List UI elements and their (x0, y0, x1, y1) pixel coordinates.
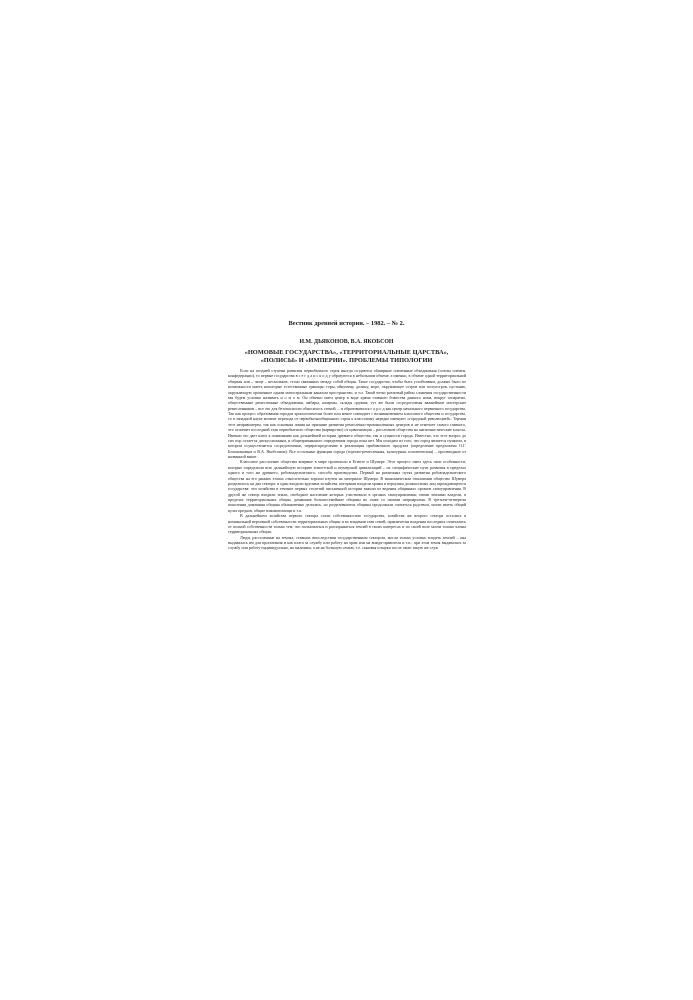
paragraph-3: В дальнейшем хозяйства первого сектора стали собственностью государства, хозяйства же второго сектора остались в номинальной верховной собственности территориальных общин и во владении глав семей, практически владения последних отличались от полной собственности только тем, что пользоваться и распоряжаться землей в своих интересах и по своей воле могли только члены территориальных общин. (228, 513, 466, 535)
paragraph-2: Классовое расслоение общества впервые в мире произошло в Египте и Шумере. Этот процесс имел здесь свои особенности, которые определили всю дальнейшую историю египетской и шумерской цивилизаций – их специфические пути развития в пределах одного и того же древнего, рабовладельческого, способа производства. Первый на различных путях развития рабовладельческого общества на его ранних этапах относительно хорошо изучен на материале Шумера. В экономическом отношении общество Шумера разделилось на два сектора: в один входили крупные хозяйства, которыми владели храмы и верхушка должностных лиц зарождающегося государства: эти хозяйства в течение первых столетий письменной истории вышли из ведения общинных органов самоуправления. В другой же сектор входили земли, свободное население которых участвовало в органах самоуправления; этими землями владели, в пределах территориальных общин, домашние большесемейные общины во главе со своими патриархами. В третьем-четвертом поколении домашняя община обыкновенно делилась, но разделившиеся общины продолжали считаться родством, могли иметь общий культ предков, общие взаимопомощи и т.п. (228, 459, 466, 513)
article-body (228, 368, 466, 551)
title-line-1: «НОМОВЫЕ ГОСУДАРСТВА», «ТЕРРИТОРИАЛЬНЫЕ ЦАРСТВА», (244, 349, 449, 356)
paragraph-1: Если на поздней ступени развития первобытного строя иногда создаются обширные племенные объединения (союзы племен, конфедерации), то первые государства в с е г д а и с к о д у образуются в небольшом объеме, а именно, в объеме одной территориальной общины или – чаще – нескольких, тесно связанных между собой общин. Такое государство, чтобы быть устойчивым, должно было по возможности иметь некоторые естественные границы: горы, ойкумену, долину, море, окружающее остров или полуостров, пустыню, окружающую орошенное одним магистральным каналом пространство, и т.п. Такой четко разлитый район сложения государственности мы будем условно называть н о м о м. Он обычно имел центр в виде храма главного божества данного нома, вокруг сепаратно, общественные ремесленные объединения, амбары, казармы, склады оружия; тут же были сосредоточены важнейшие мастерские ремесленников – все это для безопасности обносилось стеной, – и образовывался г о р о д как центр начального первичного государства. Так как процесс образования городов хронологически более или менее совпадает с возникновением классового общества и государства, то в западной науке момент перехода от первобытнообщинного строя к классовому нередко именуют «городской революцией». Термин этот неправомерен, так как основная линия на признаке развития ремесленно-промышленных центров и не отмечает самого главного, что отличает последний этап первобытного общества (варварство) от цивилизации – расслоение общества на антагонистические классы. Именно это дает ключ к пониманию как дальнейшей истории древнего общества, так и сущности города. Известно, что этот вопрос до сих пор остается дискуссионным, и общепризнанного определения города пока нет. Мы исходим из того, что город является пунктом, в котором осуществляется сосредоточение, перераспределение и реализация прибавочного продукта (определение предложено О.Г. Большаковым и В.А. Якобсоном). Все остальные функции города (торгово-ремесленная, культурная, политическая) – производные от названной выше. (228, 368, 466, 459)
paragraph-4: Люди, расселенные на землях, ставших впоследствии государственным сектором, могли только условно владеть землей – она выдавалась им для пропитания и как плата за службу или работу на храм или на вождя-правителя и т.п.; при этом земля выдавалась за службу или работу индивидуально, на мальчика, а не на большую семью, т.е. сыновья и внуки после свою такую же служ (228, 534, 466, 551)
article-authors: И.М. ДЬЯКОНОВ, В.А. ЯКОБСОН (299, 339, 394, 345)
journal-citation: Вестник древней истории. – 1982. – № 2. (288, 320, 405, 327)
title-line-2: «ПОЛИСЫ» И «ИМПЕРИИ». ПРОБЛЕМЫ ТИПОЛОГИИ (260, 357, 433, 365)
article-title (0, 349, 693, 365)
